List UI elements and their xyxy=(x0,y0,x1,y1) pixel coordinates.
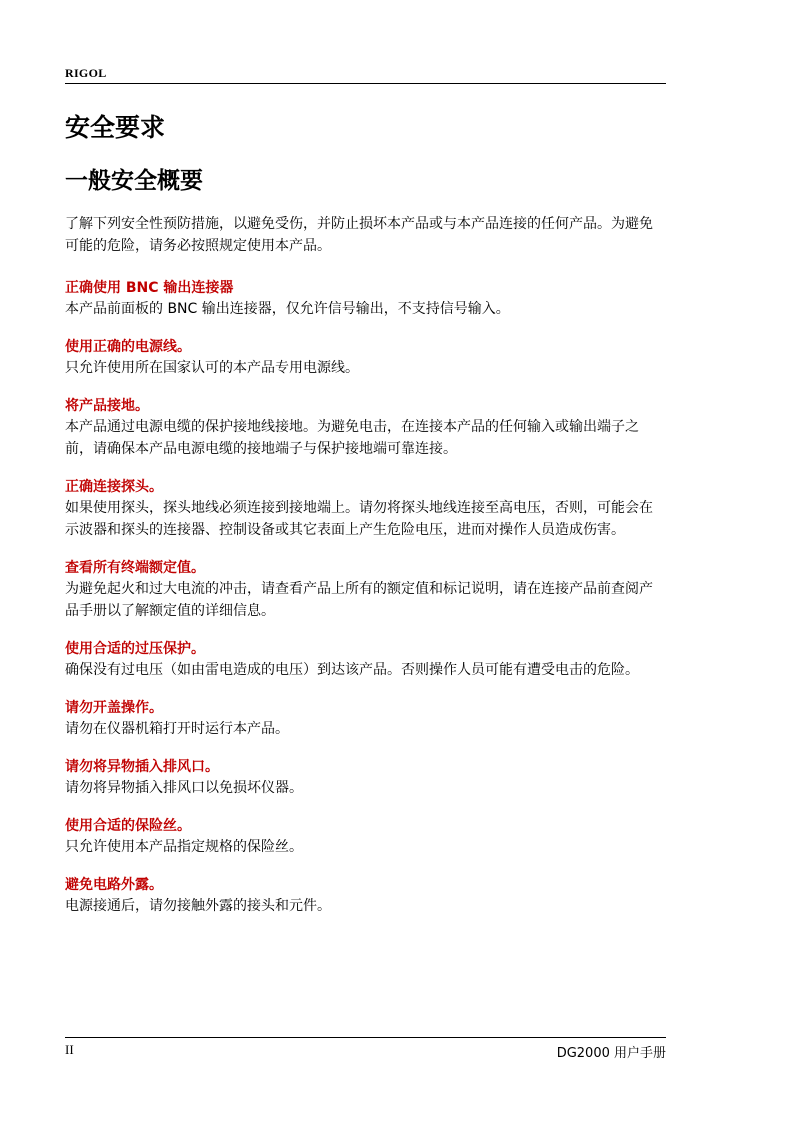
safety-rule-text: 本产品通过电源电缆的保护接地线接地。为避免电击，在连接本产品的任何输入或输出端子之前，请确保本产品电源电缆的接地端子与保护接地端可靠连接。 xyxy=(65,419,639,457)
safety-rule-text: 本产品前面板的 BNC 输出连接器，仅允许信号输出，不支持信号输入。 xyxy=(65,301,510,317)
safety-rule xyxy=(65,558,666,622)
footer-rule xyxy=(65,1037,666,1038)
safety-rule xyxy=(65,396,666,460)
safety-rule-text: 为避免起火和过大电流的冲击，请查看产品上所有的额定值和标记说明，请在连接产品前查阅产品手册以了解额定值的详细信息。 xyxy=(65,581,653,619)
safety-rule xyxy=(65,816,666,858)
safety-rules-list xyxy=(65,278,666,934)
footer-document-name: DG2000 用户手册 xyxy=(556,1046,666,1061)
safety-rule xyxy=(65,698,666,740)
safety-rule-title: 正确使用 BNC 输出连接器 xyxy=(65,280,234,296)
safety-rule-title: 使用合适的保险丝。 xyxy=(65,818,191,834)
safety-rule-text: 确保没有过电压（如由雷电造成的电压）到达该产品。否则操作人员可能有遭受电击的危险。 xyxy=(65,662,639,678)
safety-rule-title: 避免电路外露。 xyxy=(65,877,163,893)
safety-rule-title: 请勿开盖操作。 xyxy=(65,700,163,716)
safety-rule-title: 使用正确的电源线。 xyxy=(65,339,191,355)
safety-rule-text: 请勿将异物插入排风口以免损坏仪器。 xyxy=(65,780,303,796)
footer-page-number: II xyxy=(65,1042,74,1057)
header-brand: RIGOL xyxy=(65,66,107,80)
safety-rule xyxy=(65,337,666,379)
safety-rule-text: 电源接通后，请勿接触外露的接头和元件。 xyxy=(65,898,331,914)
safety-rule xyxy=(65,875,666,917)
safety-rule-text: 只允许使用本产品指定规格的保险丝。 xyxy=(65,839,303,855)
safety-rule xyxy=(65,278,666,320)
page-title: 安全要求 xyxy=(65,113,166,142)
intro-paragraph: 了解下列安全性预防措施，以避免受伤，并防止损坏本产品或与本产品连接的任何产品。为避免可能的危险，请务必按照规定使用本产品。 xyxy=(65,216,653,254)
safety-rule-text: 请勿在仪器机箱打开时运行本产品。 xyxy=(65,721,289,737)
safety-rule-title: 将产品接地。 xyxy=(65,398,149,414)
section-title: 一般安全概要 xyxy=(65,168,203,194)
safety-rule-title: 使用合适的过压保护。 xyxy=(65,641,205,657)
safety-rule-text: 只允许使用所在国家认可的本产品专用电源线。 xyxy=(65,360,359,376)
safety-rule xyxy=(65,639,666,681)
safety-rule-title: 查看所有终端额定值。 xyxy=(65,560,205,576)
safety-rule-title: 正确连接探头。 xyxy=(65,479,163,495)
header-rule xyxy=(65,83,666,84)
safety-rule xyxy=(65,757,666,799)
safety-rule-title: 请勿将异物插入排风口。 xyxy=(65,759,219,775)
document-page xyxy=(65,0,666,1122)
safety-rule xyxy=(65,477,666,541)
safety-rule-text: 如果使用探头，探头地线必须连接到接地端上。请勿将探头地线连接至高电压，否则，可能会在示波器和探头的连接器、控制设备或其它表面上产生危险电压，进而对操作人员造成伤害。 xyxy=(65,500,653,538)
